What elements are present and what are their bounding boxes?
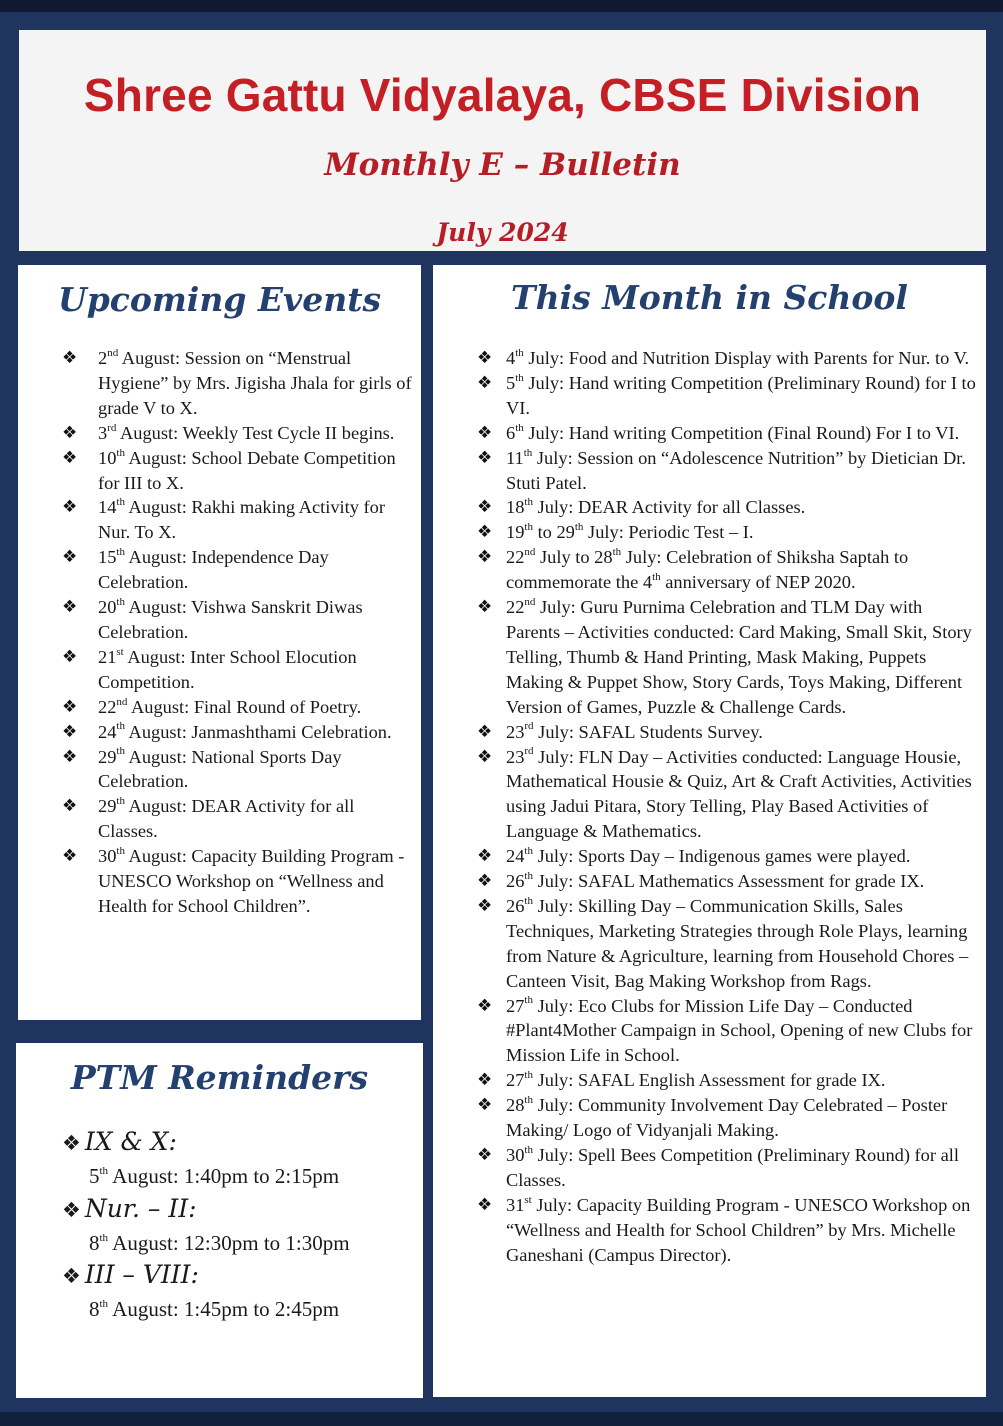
event-item [477, 720, 979, 745]
ptm-group [62, 1193, 412, 1260]
event-text: : Community Involvement Day Celebrated – Poster Making/ Logo of Vidyanjali Making. [506, 1095, 948, 1141]
event-day-suffix: th [515, 371, 524, 384]
event-day-suffix: th [524, 496, 533, 509]
event-day: 26 [506, 895, 525, 916]
event-item [62, 446, 412, 496]
event-month: July [537, 1070, 569, 1091]
event-day-suffix: rd [524, 720, 534, 733]
ptm-grade [62, 1126, 412, 1159]
event-text: : Rakhi making Activity for Nur. To X. [98, 497, 385, 543]
event-item [477, 446, 979, 496]
upcoming-events-list [62, 346, 412, 919]
bulletin-title: Monthly E – Bulletin [324, 147, 681, 183]
event-item [477, 894, 979, 994]
event-day: 29 [98, 796, 117, 817]
event-day-suffix: th [116, 845, 125, 857]
event-day: 10 [98, 447, 117, 468]
event-day-suffix: th [523, 446, 533, 459]
event-text: : Session on “Adolescence Nutrition” by Dietician Dr. Stuti Patel. [506, 447, 966, 493]
event-day-suffix: th [524, 845, 533, 857]
this-month-title: This Month in School [511, 278, 908, 317]
event-month: August [128, 846, 182, 867]
event-day-suffix: th [515, 421, 524, 434]
event-item [477, 371, 979, 421]
event-item [477, 745, 979, 845]
ptm-day: 5 [89, 1164, 100, 1188]
event-item [62, 495, 412, 545]
event-day: 4 [506, 348, 516, 368]
event-day: 2 [98, 348, 108, 368]
event-month: July [537, 1145, 569, 1165]
ptm-grade [62, 1259, 412, 1292]
event-text: : Spell Bees Competition (Preliminary Round) for all Classes. [506, 1145, 959, 1190]
event-text: anniversary of NEP 2020. [660, 572, 856, 593]
event-text: : School Debate Competition for III to X. [98, 447, 396, 493]
event-month: July [538, 746, 569, 767]
event-month: July [537, 871, 569, 892]
event-text: : National Sports Day Celebration. [98, 746, 342, 792]
event-day-suffix: th [524, 894, 533, 907]
event-day: 11 [506, 447, 524, 468]
event-month: July [536, 1194, 568, 1215]
event-day: 30 [506, 1145, 525, 1165]
event-day-suffix: th [612, 546, 622, 559]
event-month: August [130, 696, 185, 717]
event-item [477, 844, 979, 869]
event-day: 23 [506, 746, 525, 767]
event-month: July [537, 995, 569, 1016]
event-item [477, 595, 979, 720]
event-item [477, 1093, 979, 1143]
ptm-grade-label: Nur. – II: [84, 1194, 197, 1223]
diamond-bullet-icon: ❖ [62, 1264, 81, 1288]
event-day: 20 [98, 597, 117, 618]
event-text: : Celebration of Shiksha Saptah to commemorate the 4 [506, 547, 909, 593]
event-day-suffix: nd [107, 346, 119, 359]
event-item [477, 495, 979, 520]
ptm-month: August [112, 1231, 173, 1255]
ptm-day-suffix: th [99, 1298, 109, 1310]
event-day-suffix: th [116, 446, 125, 459]
event-item [477, 545, 979, 595]
event-day: 26 [506, 871, 525, 892]
event-item [62, 346, 412, 421]
event-month: July [540, 597, 571, 618]
event-month: July [528, 422, 560, 443]
event-day-suffix: th [524, 521, 533, 534]
event-text: : SAFAL English Assessment for grade IX. [568, 1070, 886, 1091]
event-month: July [537, 1095, 569, 1116]
top-border [0, 0, 1003, 12]
ptm-time-range: : 1:45pm to 2:45pm [172, 1297, 340, 1321]
event-day-suffix: th [524, 1143, 533, 1156]
event-day: 29 [98, 746, 117, 767]
event-item [477, 1068, 979, 1093]
event-month: July [528, 348, 560, 368]
event-text: : Hand writing Competition (Preliminary Round) for I to VI. [506, 372, 976, 418]
event-day-suffix: th [116, 496, 125, 509]
event-text: : Sports Day – Indigenous games were played. [568, 846, 911, 867]
event-day-suffix: nd [524, 595, 536, 608]
event-month: August [119, 422, 174, 443]
event-day: 6 [506, 422, 516, 443]
event-text: : Independence Day Celebration. [98, 547, 329, 593]
ptm-group [62, 1259, 412, 1326]
event-month: July [528, 372, 560, 393]
event-text-suffix: th [652, 571, 661, 584]
event-day-suffix: st [116, 645, 124, 658]
event-text: : Eco Clubs for Mission Life Day – Conducted #Plant4Mother Campaign in School, Opening of new Clubs for Mission Life in School. [506, 995, 973, 1066]
event-text: : Session on “Menstrual Hygiene” by Mrs. Jigisha Jhala for girls of grade V to X. [98, 348, 412, 418]
event-day-suffix: th [116, 720, 125, 733]
event-text: : Skilling Day – Communication Skills, Sales Techniques, Marketing Strategies through Role Plays, learning from Nature & Agriculture, learning from Household Chores – Canteen Visit, Bag Making Workshop from Rags. [506, 895, 969, 991]
event-item [62, 421, 412, 446]
event-month: August [128, 447, 182, 468]
event-month: July [537, 497, 569, 518]
event-item [477, 1143, 979, 1193]
ptm-grade-label: IX & X: [84, 1127, 177, 1156]
event-day-suffix: rd [107, 421, 117, 434]
ptm-group [62, 1126, 412, 1193]
ptm-month: August [112, 1297, 173, 1321]
ptm-time-range: : 12:30pm to 1:30pm [172, 1231, 350, 1255]
event-day: 5 [506, 372, 516, 393]
event-day: 27 [506, 995, 525, 1016]
ptm-grade [62, 1193, 412, 1226]
event-item [62, 720, 412, 745]
event-month: July [537, 895, 569, 916]
event-text: : Janmashthami Celebration. [181, 721, 392, 742]
event-month: July to 28 [540, 547, 613, 568]
diamond-bullet-icon: ❖ [62, 1131, 81, 1155]
event-day-suffix: rd [524, 745, 534, 758]
ptm-grade-label: III – VIII: [84, 1260, 199, 1289]
header-panel [19, 30, 986, 251]
event-day: 30 [98, 846, 117, 867]
event-month: August [128, 547, 182, 568]
event-month: August [128, 497, 182, 518]
event-day-suffix: th [524, 1094, 533, 1107]
event-text: : DEAR Activity for all Classes. [568, 497, 806, 518]
event-day: 31 [506, 1194, 525, 1215]
event-day: 19 [506, 522, 525, 543]
event-text: : Capacity Building Program - UNESCO Workshop on “Wellness and Health for School Children” by Mrs. Michelle Ganeshani (Campus Director). [506, 1194, 971, 1265]
event-item [62, 745, 412, 795]
event-item [62, 545, 412, 595]
event-day-suffix: th [116, 795, 125, 808]
event-text: : DEAR Activity for all Classes. [98, 796, 355, 842]
school-title: Shree Gattu Vidyalaya, CBSE Division [83, 69, 922, 121]
ptm-reminders-title: PTM Reminders [70, 1058, 369, 1097]
event-day-suffix: th [116, 546, 125, 559]
event-day: 22 [506, 597, 525, 618]
event-text: : Hand writing Competition (Final Round) For I to VI. [559, 422, 960, 443]
ptm-time-range: : 1:40pm to 2:15pm [172, 1164, 340, 1188]
event-day: 24 [98, 721, 117, 742]
event-day: 21 [98, 646, 117, 667]
event-month: August [127, 646, 181, 667]
event-item [477, 994, 979, 1069]
event-month: August [121, 348, 175, 368]
event-day: 24 [506, 846, 525, 867]
event-text: : Food and Nutrition Display with Parents for Nur. to V. [559, 348, 970, 368]
event-text: : Weekly Test Cycle II begins. [173, 422, 395, 443]
event-day: 28 [506, 1095, 525, 1116]
event-text: : FLN Day – Activities conducted: Language Housie, Mathematical Housie & Quiz, Art & Craft Activities, Activities using Jadui Pitara, Story Telling, Play Based Activities of Language & Mathematics. [506, 746, 972, 842]
event-month: to 29 [537, 522, 575, 543]
event-text: : Vishwa Sanskrit Diwas Celebration. [98, 597, 363, 642]
event-day-suffix: st [524, 1193, 532, 1206]
event-month: August [128, 746, 182, 767]
event-item [62, 695, 412, 720]
event-item [62, 794, 412, 844]
event-text: : Guru Purnima Celebration and TLM Day with Parents – Activities conducted: Card Making, Small Skit, Story Telling, Thumb & Hand Printing, Mask Making, Puppets Making & Puppet Show, Story Cards, Toys Making, Different Version of Games, Puzzle & Challenge Cards. [506, 597, 972, 717]
event-day: 22 [506, 547, 525, 568]
event-text: : Inter School Elocution Competition. [98, 646, 357, 692]
ptm-day-suffix: th [99, 1165, 109, 1177]
event-item [62, 645, 412, 695]
event-month: July [588, 522, 619, 543]
event-text: : SAFAL Mathematics Assessment for grade IX. [568, 871, 925, 892]
event-month: July [536, 447, 568, 468]
bottom-border [0, 1412, 1003, 1426]
event-day: 27 [506, 1070, 525, 1091]
event-day-suffix: th [116, 745, 125, 758]
event-month: July [625, 547, 657, 568]
event-day: 18 [506, 497, 525, 518]
event-day: 23 [506, 721, 525, 742]
event-text: : Periodic Test – I. [618, 522, 754, 543]
event-item [477, 520, 979, 545]
bulletin-date: July 2024 [436, 218, 569, 247]
event-day: 3 [98, 422, 108, 443]
event-month: August [128, 796, 182, 817]
event-day-suffix: th [515, 346, 524, 359]
this-month-list [477, 346, 979, 1268]
event-month: August [128, 721, 182, 742]
ptm-time [62, 1159, 412, 1193]
event-day-suffix: nd [524, 546, 536, 559]
event-item [62, 844, 412, 919]
event-day-suffix: th [574, 521, 584, 534]
event-day-suffix: th [524, 869, 533, 882]
event-item [477, 346, 979, 371]
event-day: 22 [98, 696, 117, 717]
ptm-day: 8 [89, 1231, 100, 1255]
ptm-day: 8 [89, 1297, 100, 1321]
event-item [477, 1193, 979, 1268]
ptm-time [62, 1292, 412, 1326]
event-text: : Final Round of Poetry. [184, 696, 362, 717]
event-text: : SAFAL Students Survey. [568, 721, 763, 742]
ptm-month: August [112, 1164, 173, 1188]
event-item [62, 595, 412, 645]
diamond-bullet-icon: ❖ [62, 1198, 81, 1222]
event-day-suffix: th [524, 1069, 533, 1082]
ptm-day-suffix: th [99, 1232, 109, 1244]
ptm-time [62, 1226, 412, 1260]
event-day-suffix: nd [116, 695, 128, 708]
event-day-suffix: th [524, 994, 533, 1007]
event-month: August [128, 597, 182, 618]
event-month: July [537, 846, 569, 867]
event-text: : Capacity Building Program - UNESCO Workshop on “Wellness and Health for School Children”. [98, 846, 405, 916]
event-day: 14 [98, 497, 117, 518]
event-item [477, 869, 979, 894]
event-item [477, 421, 979, 446]
event-day: 15 [98, 547, 117, 568]
event-day-suffix: th [116, 595, 125, 608]
event-month: July [538, 721, 569, 742]
upcoming-events-title: Upcoming Events [57, 280, 382, 319]
